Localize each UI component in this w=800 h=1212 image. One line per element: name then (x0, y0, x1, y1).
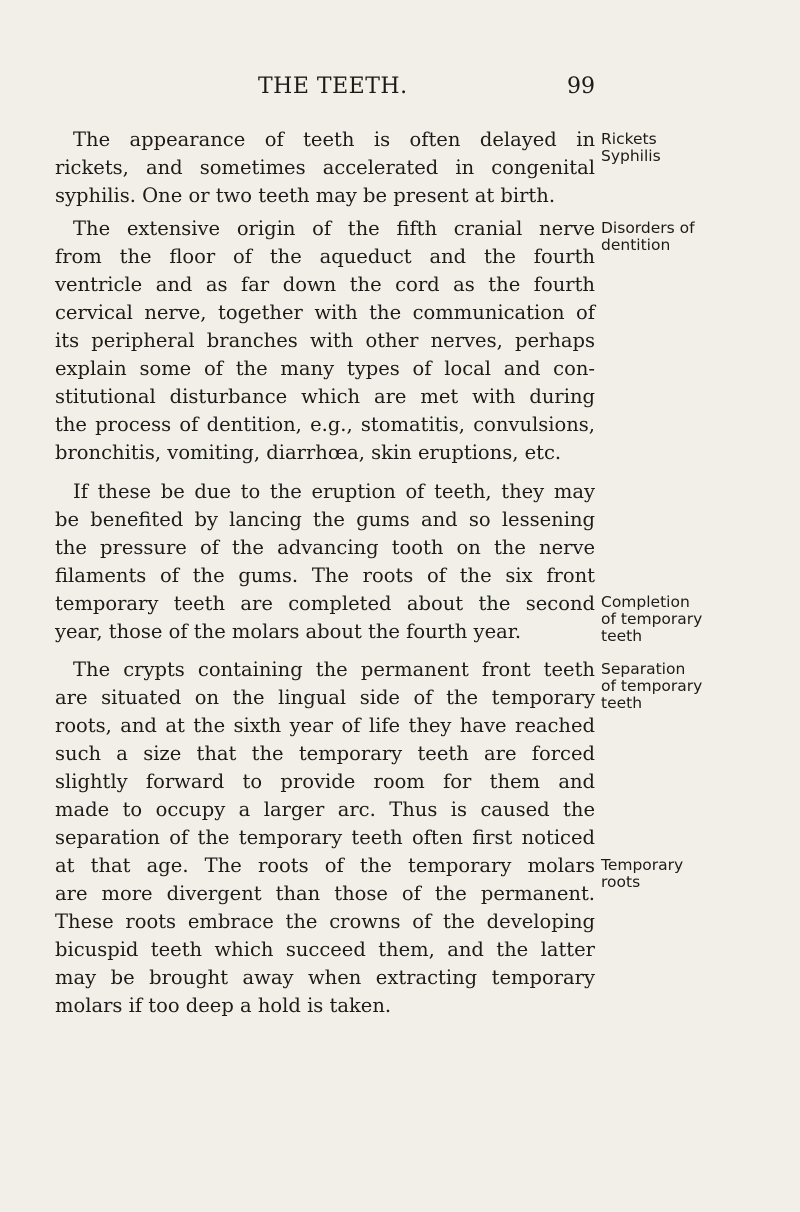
text-line: molars if too deep a hold is taken. (55, 994, 392, 1017)
text-line: rickets, and sometimes accelerated in congenital (55, 156, 595, 179)
text-line: slightly forward to provide room for them and (55, 770, 595, 793)
page-number: 99 (567, 74, 595, 99)
margin-note-separation-of-temporary-teeth (601, 661, 791, 712)
text-line: be benefited by lancing the gums and so lessening (55, 508, 595, 531)
margin-note-disorders-of-dentition (601, 220, 791, 254)
margin-note-line: Disorders of (601, 219, 695, 237)
text-line: explain some of the many types of local and con- (55, 357, 595, 380)
text-line: the process of dentition, e.g., stomatitis, convulsions, (55, 413, 595, 436)
text-line: the pressure of the advancing tooth on the nerve (55, 536, 595, 559)
margin-note-line: roots (601, 873, 641, 891)
text-line: stitutional disturbance which are met with during (55, 385, 595, 408)
text-line: The extensive origin of the fifth cranial nerve (73, 217, 595, 240)
text-line: ventricle and as far down the cord as the fourth (55, 273, 595, 296)
margin-note-line: Syphilis (601, 147, 661, 165)
margin-note-line: Temporary (601, 856, 684, 874)
margin-note-rickets-syphilis (601, 131, 791, 165)
text-line: separation of the temporary teeth often first noticed (55, 826, 595, 849)
text-line: are situated on the lingual side of the temporary (55, 686, 595, 709)
text-line: syphilis. One or two teeth may be present at birth. (55, 184, 556, 207)
text-line: roots, and at the sixth year of life they have reached (55, 714, 595, 737)
running-title: THE TEETH. (258, 74, 408, 99)
text-line: temporary teeth are completed about the second (55, 592, 595, 615)
margin-note-line: Rickets (601, 130, 657, 148)
margin-note-line: dentition (601, 236, 671, 254)
margin-note-line: teeth (601, 627, 643, 645)
text-line: bicuspid teeth which succeed them, and the latter (55, 938, 595, 961)
text-line: at that age. The roots of the temporary molars (55, 854, 595, 877)
text-line: from the floor of the aqueduct and the fourth (55, 245, 595, 268)
text-line: These roots embrace the crowns of the developing (55, 910, 595, 933)
margin-note-line: of temporary (601, 677, 703, 695)
margin-note-line: teeth (601, 694, 643, 712)
text-line: are more divergent than those of the permanent. (55, 882, 595, 905)
text-line: year, those of the molars about the fourth year. (55, 620, 522, 643)
page-header (0, 74, 800, 104)
text-line: cervical nerve, together with the communication of (55, 301, 595, 324)
text-line: made to occupy a larger arc. Thus is caused the (55, 798, 595, 821)
text-line: filaments of the gums. The roots of the six front (55, 564, 595, 587)
text-line: such a size that the temporary teeth are forced (55, 742, 595, 765)
text-line: its peripheral branches with other nerves, perhaps (55, 329, 595, 352)
text-line: The crypts containing the permanent front teeth (73, 658, 595, 681)
margin-note-line: Separation (601, 660, 686, 678)
margin-note-line: Completion (601, 593, 690, 611)
text-line: The appearance of teeth is often delayed in (73, 128, 595, 151)
text-line: may be brought away when extracting temporary (55, 966, 595, 989)
margin-note-temporary-roots (601, 857, 791, 891)
text-line: If these be due to the eruption of teeth, they may (73, 480, 595, 503)
text-line: bronchitis, vomiting, diarrhœa, skin eruptions, etc. (55, 441, 562, 464)
margin-note-completion-of-temporary-teeth (601, 594, 791, 645)
margin-note-line: of temporary (601, 610, 703, 628)
